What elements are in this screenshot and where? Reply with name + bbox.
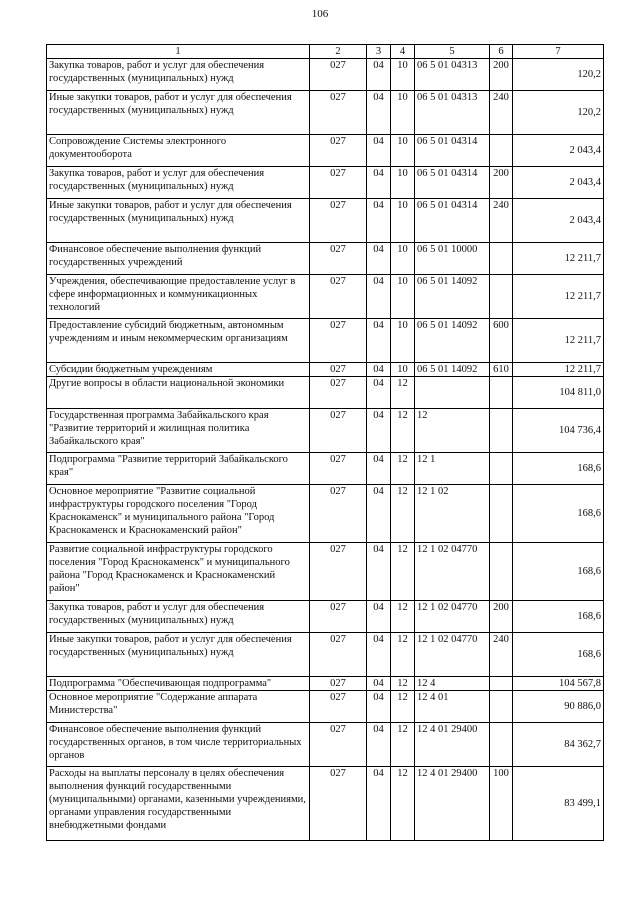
row-value-cell: 12 — [391, 767, 415, 841]
row-name-cell: Подпрограмма "Развитие территорий Забайкальского края" — [47, 453, 310, 485]
row-value-cell: 04 — [367, 691, 391, 723]
row-value-cell: 90 886,0 — [513, 691, 604, 723]
row-value-cell: 120,2 — [513, 59, 604, 91]
table-row — [47, 167, 604, 199]
row-value-cell: 12 — [391, 377, 415, 409]
row-value-cell — [490, 723, 513, 767]
row-value-cell: 06 5 01 04314 — [415, 167, 490, 199]
row-value-cell — [490, 243, 513, 275]
row-value-cell: 104 567,8 — [513, 677, 604, 691]
row-name-cell: Закупка товаров, работ и услуг для обеспечения государственных (муниципальных) нужд — [47, 601, 310, 633]
row-name-cell: Подпрограмма "Обеспечивающая подпрограмма" — [47, 677, 310, 691]
row-name-cell: Расходы на выплаты персоналу в целях обеспечения выполнения функций государственными (муниципальными) органами, казенными учреждениями, органами управления государственными внебюджетными фондами — [47, 767, 310, 841]
table-row — [47, 377, 604, 409]
row-value-cell: 12 — [391, 543, 415, 601]
row-value-cell: 12 1 — [415, 453, 490, 485]
row-value-cell: 04 — [367, 363, 391, 377]
row-value-cell: 027 — [310, 767, 367, 841]
row-value-cell: 04 — [367, 243, 391, 275]
row-value-cell: 04 — [367, 601, 391, 633]
row-value-cell: 10 — [391, 59, 415, 91]
row-value-cell: 04 — [367, 543, 391, 601]
page-number: 106 — [311, 8, 329, 20]
row-value-cell: 200 — [490, 59, 513, 91]
row-value-cell: 168,6 — [513, 543, 604, 601]
row-value-cell: 06 5 01 04313 — [415, 59, 490, 91]
column-header: 3 — [367, 45, 391, 59]
row-name-cell: Основное мероприятие "Содержание аппарата Министерства" — [47, 691, 310, 723]
row-value-cell: 04 — [367, 91, 391, 135]
row-value-cell: 12 211,7 — [513, 243, 604, 275]
table-row — [47, 677, 604, 691]
row-value-cell: 12 — [391, 409, 415, 453]
row-name-cell: Сопровождение Системы электронного документооборота — [47, 135, 310, 167]
row-value-cell: 027 — [310, 275, 367, 319]
row-value-cell: 027 — [310, 319, 367, 363]
row-value-cell: 12 — [415, 409, 490, 453]
row-value-cell — [490, 135, 513, 167]
row-name-cell: Учреждения, обеспечивающие предоставление услуг в сфере информационных и коммуникационных технологий — [47, 275, 310, 319]
row-value-cell: 04 — [367, 677, 391, 691]
row-value-cell: 168,6 — [513, 633, 604, 677]
row-value-cell: 06 5 01 14092 — [415, 363, 490, 377]
row-value-cell — [490, 275, 513, 319]
row-value-cell: 06 5 01 04314 — [415, 199, 490, 243]
row-value-cell: 12 1 02 — [415, 485, 490, 543]
row-name-cell: Иные закупки товаров, работ и услуг для обеспечения государственных (муниципальных) нужд — [47, 91, 310, 135]
row-value-cell: 06 5 01 14092 — [415, 319, 490, 363]
row-value-cell: 06 5 01 14092 — [415, 275, 490, 319]
row-value-cell: 04 — [367, 485, 391, 543]
row-name-cell: Субсидии бюджетным учреждениям — [47, 363, 310, 377]
row-value-cell: 027 — [310, 91, 367, 135]
table-row — [47, 633, 604, 677]
row-value-cell: 600 — [490, 319, 513, 363]
row-value-cell: 027 — [310, 199, 367, 243]
row-value-cell: 83 499,1 — [513, 767, 604, 841]
table-row — [47, 275, 604, 319]
column-header: 1 — [47, 45, 310, 59]
row-value-cell: 027 — [310, 633, 367, 677]
row-value-cell: 10 — [391, 363, 415, 377]
row-value-cell: 12 211,7 — [513, 319, 604, 363]
row-value-cell: 12 — [391, 723, 415, 767]
row-value-cell: 027 — [310, 485, 367, 543]
row-value-cell: 027 — [310, 723, 367, 767]
budget-table — [46, 44, 604, 841]
row-value-cell: 84 362,7 — [513, 723, 604, 767]
row-value-cell: 10 — [391, 167, 415, 199]
row-value-cell: 104 736,4 — [513, 409, 604, 453]
column-header: 4 — [391, 45, 415, 59]
row-name-cell: Предоставление субсидий бюджетным, автономным учреждениям и иным некоммерческим организациям — [47, 319, 310, 363]
table-row — [47, 691, 604, 723]
row-value-cell — [415, 377, 490, 409]
row-name-cell: Государственная программа Забайкальского края "Развитие территорий и жилищная политика Забайкальского края" — [47, 409, 310, 453]
row-value-cell: 12 — [391, 601, 415, 633]
row-value-cell: 027 — [310, 543, 367, 601]
row-value-cell: 12 — [391, 453, 415, 485]
row-value-cell: 240 — [490, 199, 513, 243]
row-value-cell: 12 4 01 — [415, 691, 490, 723]
row-value-cell: 027 — [310, 59, 367, 91]
row-value-cell: 12 1 02 04770 — [415, 543, 490, 601]
row-name-cell: Развитие социальной инфраструктуры городского поселения "Город Краснокаменск" и муниципального района "Город Краснокаменск и Краснокаменский район" — [47, 543, 310, 601]
row-value-cell — [490, 691, 513, 723]
row-value-cell: 04 — [367, 59, 391, 91]
row-value-cell: 027 — [310, 363, 367, 377]
table-row — [47, 767, 604, 841]
row-value-cell: 12 — [391, 677, 415, 691]
table-row — [47, 363, 604, 377]
row-value-cell: 04 — [367, 135, 391, 167]
row-name-cell: Закупка товаров, работ и услуг для обеспечения государственных (муниципальных) нужд — [47, 59, 310, 91]
table-row — [47, 453, 604, 485]
row-value-cell: 04 — [367, 453, 391, 485]
row-value-cell: 027 — [310, 167, 367, 199]
row-value-cell: 12 — [391, 633, 415, 677]
row-value-cell: 10 — [391, 199, 415, 243]
row-value-cell: 027 — [310, 691, 367, 723]
row-value-cell: 04 — [367, 723, 391, 767]
table-row — [47, 135, 604, 167]
row-value-cell: 10 — [391, 319, 415, 363]
row-value-cell: 04 — [367, 167, 391, 199]
row-name-cell: Финансовое обеспечение выполнения функций государственных органов, в том числе территориальных органов — [47, 723, 310, 767]
row-value-cell: 12 1 02 04770 — [415, 601, 490, 633]
row-value-cell: 06 5 01 04314 — [415, 135, 490, 167]
row-value-cell: 10 — [391, 275, 415, 319]
table-row — [47, 243, 604, 275]
table-row — [47, 485, 604, 543]
row-value-cell — [490, 485, 513, 543]
column-header: 7 — [513, 45, 604, 59]
row-value-cell: 12 211,7 — [513, 363, 604, 377]
row-value-cell: 120,2 — [513, 91, 604, 135]
row-name-cell: Основное мероприятие "Развитие социальной инфраструктуры городского поселения "Город Краснокаменск" и муниципального района "Город Краснокаменск и Краснокаменский район" — [47, 485, 310, 543]
row-value-cell: 12 211,7 — [513, 275, 604, 319]
row-value-cell: 06 5 01 04313 — [415, 91, 490, 135]
row-value-cell: 2 043,4 — [513, 135, 604, 167]
row-value-cell — [490, 453, 513, 485]
row-name-cell: Финансовое обеспечение выполнения функций государственных учреждений — [47, 243, 310, 275]
table-row — [47, 601, 604, 633]
row-value-cell: 027 — [310, 601, 367, 633]
row-value-cell: 610 — [490, 363, 513, 377]
table-row — [47, 319, 604, 363]
row-value-cell: 04 — [367, 199, 391, 243]
table-row — [47, 723, 604, 767]
row-value-cell — [490, 543, 513, 601]
row-value-cell — [490, 409, 513, 453]
row-value-cell: 10 — [391, 243, 415, 275]
column-header: 5 — [415, 45, 490, 59]
row-value-cell: 027 — [310, 377, 367, 409]
row-value-cell: 200 — [490, 167, 513, 199]
row-value-cell: 027 — [310, 243, 367, 275]
row-value-cell: 06 5 01 10000 — [415, 243, 490, 275]
row-value-cell: 04 — [367, 409, 391, 453]
row-value-cell — [490, 377, 513, 409]
table-row — [47, 91, 604, 135]
column-header: 6 — [490, 45, 513, 59]
row-value-cell: 04 — [367, 275, 391, 319]
row-value-cell: 04 — [367, 633, 391, 677]
row-value-cell: 04 — [367, 767, 391, 841]
row-value-cell: 027 — [310, 409, 367, 453]
row-value-cell: 12 4 01 29400 — [415, 767, 490, 841]
row-value-cell: 100 — [490, 767, 513, 841]
row-value-cell: 168,6 — [513, 453, 604, 485]
row-value-cell: 027 — [310, 677, 367, 691]
row-value-cell: 2 043,4 — [513, 199, 604, 243]
row-value-cell: 12 — [391, 691, 415, 723]
row-value-cell: 168,6 — [513, 485, 604, 543]
column-header: 2 — [310, 45, 367, 59]
table-row — [47, 199, 604, 243]
row-value-cell: 240 — [490, 633, 513, 677]
row-value-cell — [490, 677, 513, 691]
row-name-cell: Иные закупки товаров, работ и услуг для обеспечения государственных (муниципальных) нужд — [47, 633, 310, 677]
row-value-cell: 2 043,4 — [513, 167, 604, 199]
row-value-cell: 04 — [367, 377, 391, 409]
row-name-cell: Другие вопросы в области национальной экономики — [47, 377, 310, 409]
row-value-cell: 10 — [391, 135, 415, 167]
row-value-cell: 027 — [310, 453, 367, 485]
row-value-cell: 12 4 — [415, 677, 490, 691]
row-value-cell: 200 — [490, 601, 513, 633]
row-value-cell: 168,6 — [513, 601, 604, 633]
row-name-cell: Закупка товаров, работ и услуг для обеспечения государственных (муниципальных) нужд — [47, 167, 310, 199]
row-value-cell: 12 4 01 29400 — [415, 723, 490, 767]
table-row — [47, 409, 604, 453]
row-value-cell: 12 — [391, 485, 415, 543]
row-value-cell: 240 — [490, 91, 513, 135]
row-value-cell: 10 — [391, 91, 415, 135]
table-row — [47, 543, 604, 601]
table-row — [47, 59, 604, 91]
row-value-cell: 12 1 02 04770 — [415, 633, 490, 677]
header-row — [47, 45, 604, 59]
row-value-cell: 104 811,0 — [513, 377, 604, 409]
row-name-cell: Иные закупки товаров, работ и услуг для обеспечения государственных (муниципальных) нужд — [47, 199, 310, 243]
row-value-cell: 04 — [367, 319, 391, 363]
row-value-cell: 027 — [310, 135, 367, 167]
